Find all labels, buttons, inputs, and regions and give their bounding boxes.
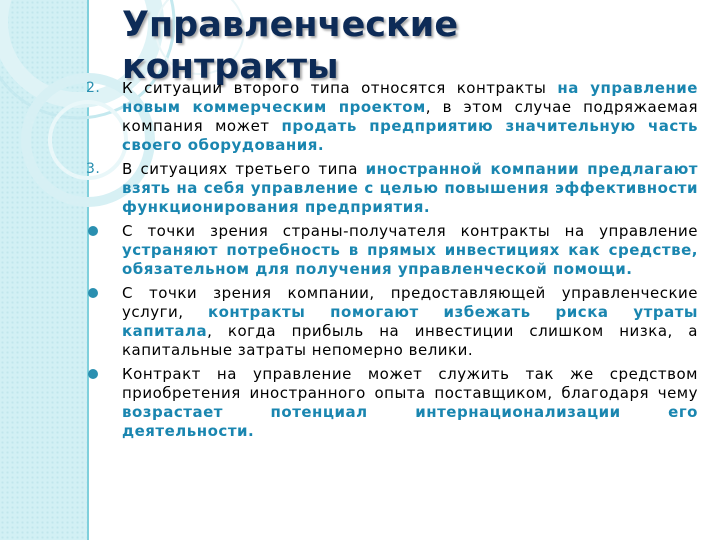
highlighted-text: на управление новым коммерческим проектом [122, 79, 698, 116]
body-text: С точки зрения компании, предоставляющей управленческие услуги, [122, 284, 698, 321]
list-item [86, 284, 698, 360]
bullet-dot-icon [88, 226, 98, 236]
body-text: К ситуации второго типа относятся контракты [122, 79, 558, 97]
list-item [86, 222, 698, 279]
highlighted-text: устраняют потребность в прямых инвестициях как средстве, обязательном для получения управленческой помощи. [122, 241, 698, 278]
bullet-dot-icon [88, 288, 98, 298]
list-item [86, 79, 698, 155]
highlighted-text: возрастает потенциал интернационализации его деятельности. [122, 403, 698, 440]
bullet-dot-icon [88, 369, 98, 379]
body-text: , когда прибыль на инвестиции слишком низка, а капитальные затраты непомерно велики. [122, 322, 698, 359]
highlighted-text: продать предприятию значительную часть своего оборудования. [122, 117, 699, 154]
slide-title: Управленческие контракты [122, 5, 459, 87]
list-item [86, 160, 698, 217]
item-number: 3. [86, 161, 101, 177]
body-text: , в этом случае подряжаемая компания может [122, 98, 698, 135]
body-text: В ситуациях третьего типа [122, 160, 366, 178]
body-text: Контракт на управление может служить так же средством приобретения иностранного опыта поставщиком, благодаря чему [122, 365, 698, 402]
bullet-list [86, 79, 698, 446]
list-item [86, 365, 698, 441]
highlighted-text: иностранной компании предлагают взять на себя управление с целью повышения эффективности функционирования предприятия. [122, 160, 698, 216]
body-text: С точки зрения страны-получателя контракты на управление [122, 222, 698, 240]
highlighted-text: контракты помогают избежать риска утраты капитала [122, 303, 698, 340]
item-number: 2. [86, 80, 101, 96]
